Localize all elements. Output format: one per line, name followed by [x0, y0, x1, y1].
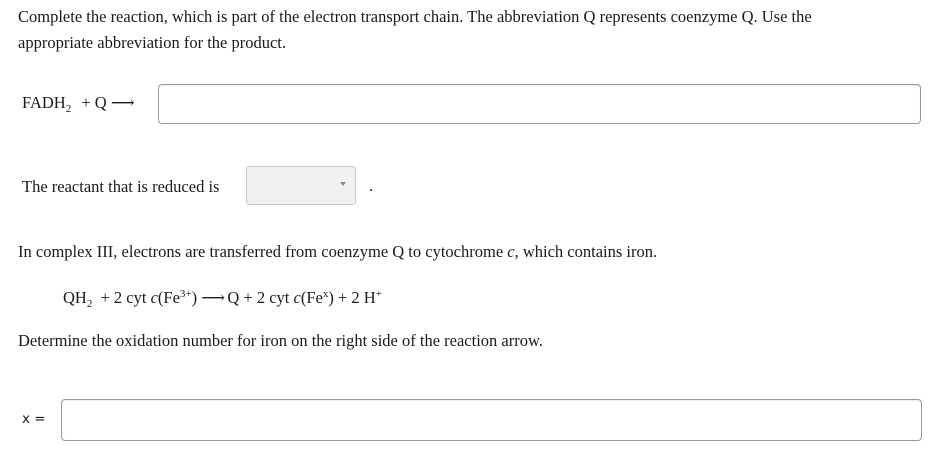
x-label: x =: [22, 411, 46, 427]
reaction-arrow: ⟶: [110, 93, 135, 112]
question-text: [18, 4, 918, 56]
reaction-arrow: ⟶: [201, 288, 225, 307]
reaction-2-equation: $QH_2 + 2$ cyt $c(Fe^{3+})$ ⟶ Q + 2 cyt c(Fe$^x$) + 2 H+: [63, 288, 382, 310]
reactant-qh2: $QH_2$: [63, 288, 93, 310]
cytochrome-c-fex: 2 cyt c(Fe$^x$): [256, 288, 334, 307]
complex-iii-text: In complex III, electrons are transferred from coenzyme Q to cytochrome c, which contains iron.: [18, 242, 658, 261]
product-answer-input[interactable]: [158, 84, 921, 124]
question-line-1: Complete the reaction, which is part of the electron transport chain. The abbreviation Q represents coenzyme Q. Use the: [18, 7, 812, 26]
plus-sign: +: [81, 93, 91, 112]
reduced-reactant-dropdown[interactable]: [246, 166, 356, 205]
oxidation-question: Determine the oxidation number for iron on the right side of the reaction arrow.: [18, 331, 543, 350]
chevron-down-icon: [340, 182, 346, 186]
cytochrome-c-fe3: 2 cyt $c(Fe^{3+})$: [113, 288, 198, 307]
reactant-fadh2: $FADH_2$: [22, 93, 72, 115]
oxidation-number-input[interactable]: [61, 399, 922, 441]
reduced-label: The reactant that is reduced is: [22, 177, 220, 196]
sentence-period: .: [369, 176, 374, 195]
reaction-1-equation: [22, 93, 133, 113]
question-line-2: appropriate abbreviation for the product.: [18, 33, 287, 52]
hydrogen-ions: 2 H+: [351, 288, 382, 307]
reactant-q: Q: [94, 93, 107, 112]
